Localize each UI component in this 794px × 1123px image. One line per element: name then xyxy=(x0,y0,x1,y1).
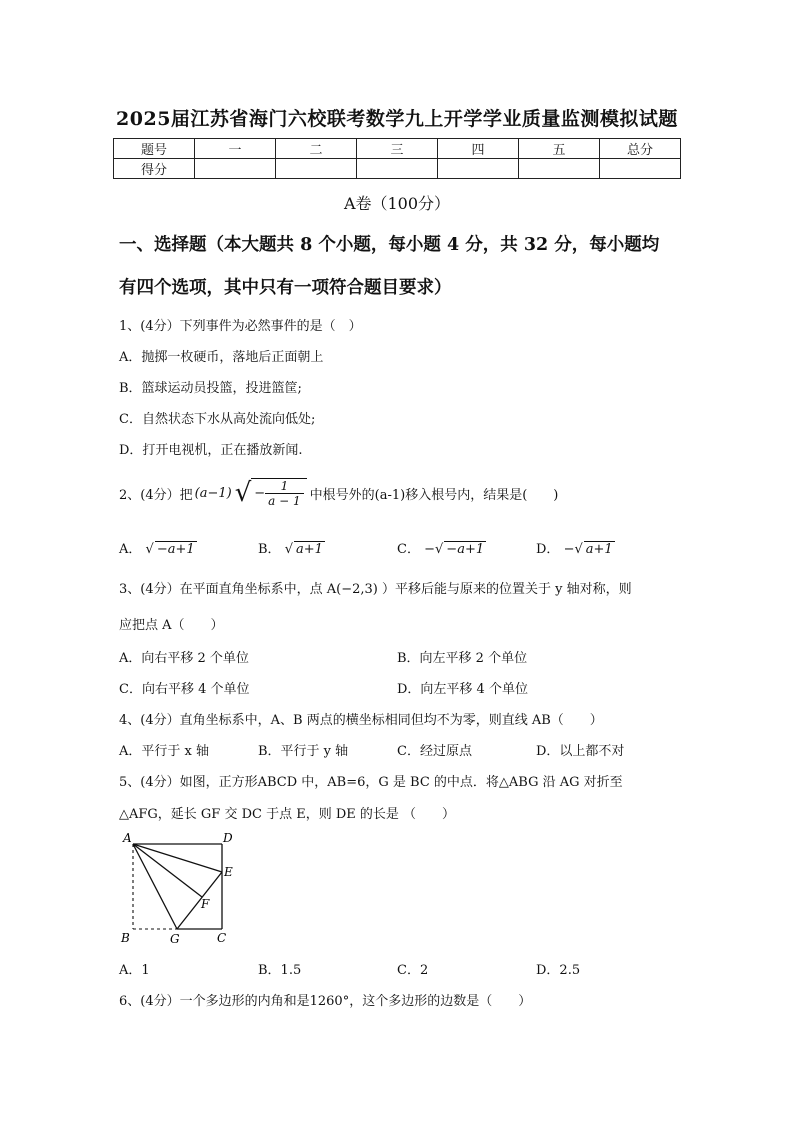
sqrt-sign-icon: √ xyxy=(234,478,252,508)
q2-option-d-expr: a+1 xyxy=(585,542,613,557)
score-cell[interactable] xyxy=(438,159,519,179)
score-header-cell: 一 xyxy=(195,139,276,159)
q3-option-b[interactable]: B．向左平移 2 个单位 xyxy=(397,651,528,666)
q2-option-c-expr: −a+1 xyxy=(446,542,485,557)
q2-option-a-label: A． xyxy=(119,542,142,557)
label-A: A xyxy=(123,831,132,845)
q2-suffix: 中根号外的(a-1)移入根号内，结果是( ) xyxy=(309,487,559,503)
score-cell[interactable] xyxy=(195,159,276,179)
q4-option-d[interactable]: D．以上都不对 xyxy=(536,744,625,759)
score-cell[interactable] xyxy=(519,159,600,179)
segment-AG xyxy=(133,844,177,929)
score-cell[interactable] xyxy=(600,159,681,179)
score-table xyxy=(113,138,681,179)
q4-stem: 4、(4分）直角坐标系中，A、B 两点的横坐标相同但均不为零，则直线 AB（ ） xyxy=(119,713,603,728)
q2-option-c[interactable]: C． −√ −a+1 xyxy=(397,542,485,557)
q2-frac-num: 1 xyxy=(265,479,303,494)
score-cell[interactable] xyxy=(276,159,357,179)
label-D: D xyxy=(223,831,233,845)
q3-option-d[interactable]: D．向左平移 4 个单位 xyxy=(397,682,528,697)
q2-option-a[interactable] xyxy=(119,538,197,557)
q1-option-d[interactable]: D．打开电视机，正在播放新闻. xyxy=(119,443,303,458)
q2-prefix: 2、(4分）把 xyxy=(119,487,193,503)
q2-factor: (a−1) xyxy=(194,485,232,501)
score-table-score-row xyxy=(114,159,681,179)
score-header-cell: 二 xyxy=(276,139,357,159)
score-cell[interactable] xyxy=(357,159,438,179)
q5-stem: 5、(4分）如图，正方形ABCD 中，AB=6，G 是 BC 的中点．将△ABG 沿 AG 对折至 xyxy=(119,775,623,790)
q4-option-b[interactable]: B．平行于 y 轴 xyxy=(258,744,349,759)
q2-option-a-expr: −a+1 xyxy=(156,542,195,557)
q6-stem: 6、(4分）一个多边形的内角和是1260°，这个多边形的边数是（ ） xyxy=(119,994,532,1009)
q1-option-a[interactable]: A．抛掷一枚硬币，落地后正面朝上 xyxy=(119,350,324,365)
part1-heading-line1: 一、选择题（本大题共 8 个小题，每小题 4 分，共 32 分，每小题均 xyxy=(119,235,660,255)
q5-option-d[interactable]: D．2.5 xyxy=(536,963,581,978)
segment-AE xyxy=(133,844,222,872)
score-header-cell: 题号 xyxy=(114,139,195,159)
label-G: G xyxy=(170,932,180,946)
q2-option-b[interactable] xyxy=(258,538,325,557)
label-B: B xyxy=(121,931,130,945)
q1-option-c[interactable]: C．自然状态下水从高处流向低处; xyxy=(119,412,316,427)
q1-stem: 1、(4分）下列事件为必然事件的是（ ） xyxy=(119,319,362,334)
sqrt-sign-icon: √ xyxy=(145,542,154,557)
sqrt-sign-icon: √ xyxy=(284,542,293,557)
q2-stem xyxy=(119,478,558,508)
q2-option-c-label: C． xyxy=(397,542,420,557)
q2-fraction xyxy=(265,479,303,508)
q5-option-b[interactable]: B．1.5 xyxy=(258,963,302,978)
section-a-heading: A卷（100分） xyxy=(343,194,451,213)
q1-option-b[interactable]: B．篮球运动员投篮，投进篮筐; xyxy=(119,381,302,396)
sqrt-sign-icon: √ xyxy=(435,542,444,557)
q3-stem-line2: 应把点 A（ ） xyxy=(119,618,224,633)
part1-heading-line2: 有四个选项，其中只有一项符合题目要求） xyxy=(119,278,452,298)
q2-option-d[interactable]: D． −√ a+1 xyxy=(536,542,613,557)
q3-stem: 3、(4分）在平面直角坐标系中，点 A(−2,3) ）平移后能与原来的位置关于 y 轴对称，则 xyxy=(119,582,632,597)
q3-option-a[interactable]: A．向右平移 2 个单位 xyxy=(119,651,249,666)
score-header-cell: 五 xyxy=(519,139,600,159)
label-C: C xyxy=(217,931,227,945)
q2-option-d-label: D． xyxy=(536,542,560,557)
q5-stem-line2: △AFG，延长 GF 交 DC 于点 E，则 DE 的长是 （ ） xyxy=(119,807,456,822)
label-F: F xyxy=(201,897,210,911)
q4-option-a[interactable]: A．平行于 x 轴 xyxy=(119,744,209,759)
q2-option-b-expr: a+1 xyxy=(296,542,323,557)
q5-option-c[interactable]: C．2 xyxy=(397,963,429,978)
q4-option-c[interactable]: C．经过原点 xyxy=(397,744,472,759)
q3-option-c[interactable]: C．向右平移 4 个单位 xyxy=(119,682,250,697)
sqrt-sign-icon: √ xyxy=(574,542,583,557)
segment-GE xyxy=(177,872,222,929)
q2-frac-den: a − 1 xyxy=(268,494,301,508)
score-header-cell: 三 xyxy=(357,139,438,159)
score-header-cell: 四 xyxy=(438,139,519,159)
q2-option-b-label: B． xyxy=(258,542,281,557)
score-row-label: 得分 xyxy=(114,159,195,179)
q5-option-a[interactable]: A．1 xyxy=(119,963,150,978)
score-table-header-row xyxy=(114,139,681,159)
score-header-cell: 总分 xyxy=(600,139,681,159)
label-E: E xyxy=(224,865,233,879)
q2-radicand: − $\frac{1}{a - 1}$ xyxy=(251,478,306,508)
exam-title: 2025届江苏省海门六校联考数学九上开学学业质量监测模拟试题 xyxy=(116,108,678,130)
segment-AF xyxy=(133,844,202,897)
q5-square-figure xyxy=(117,830,247,948)
